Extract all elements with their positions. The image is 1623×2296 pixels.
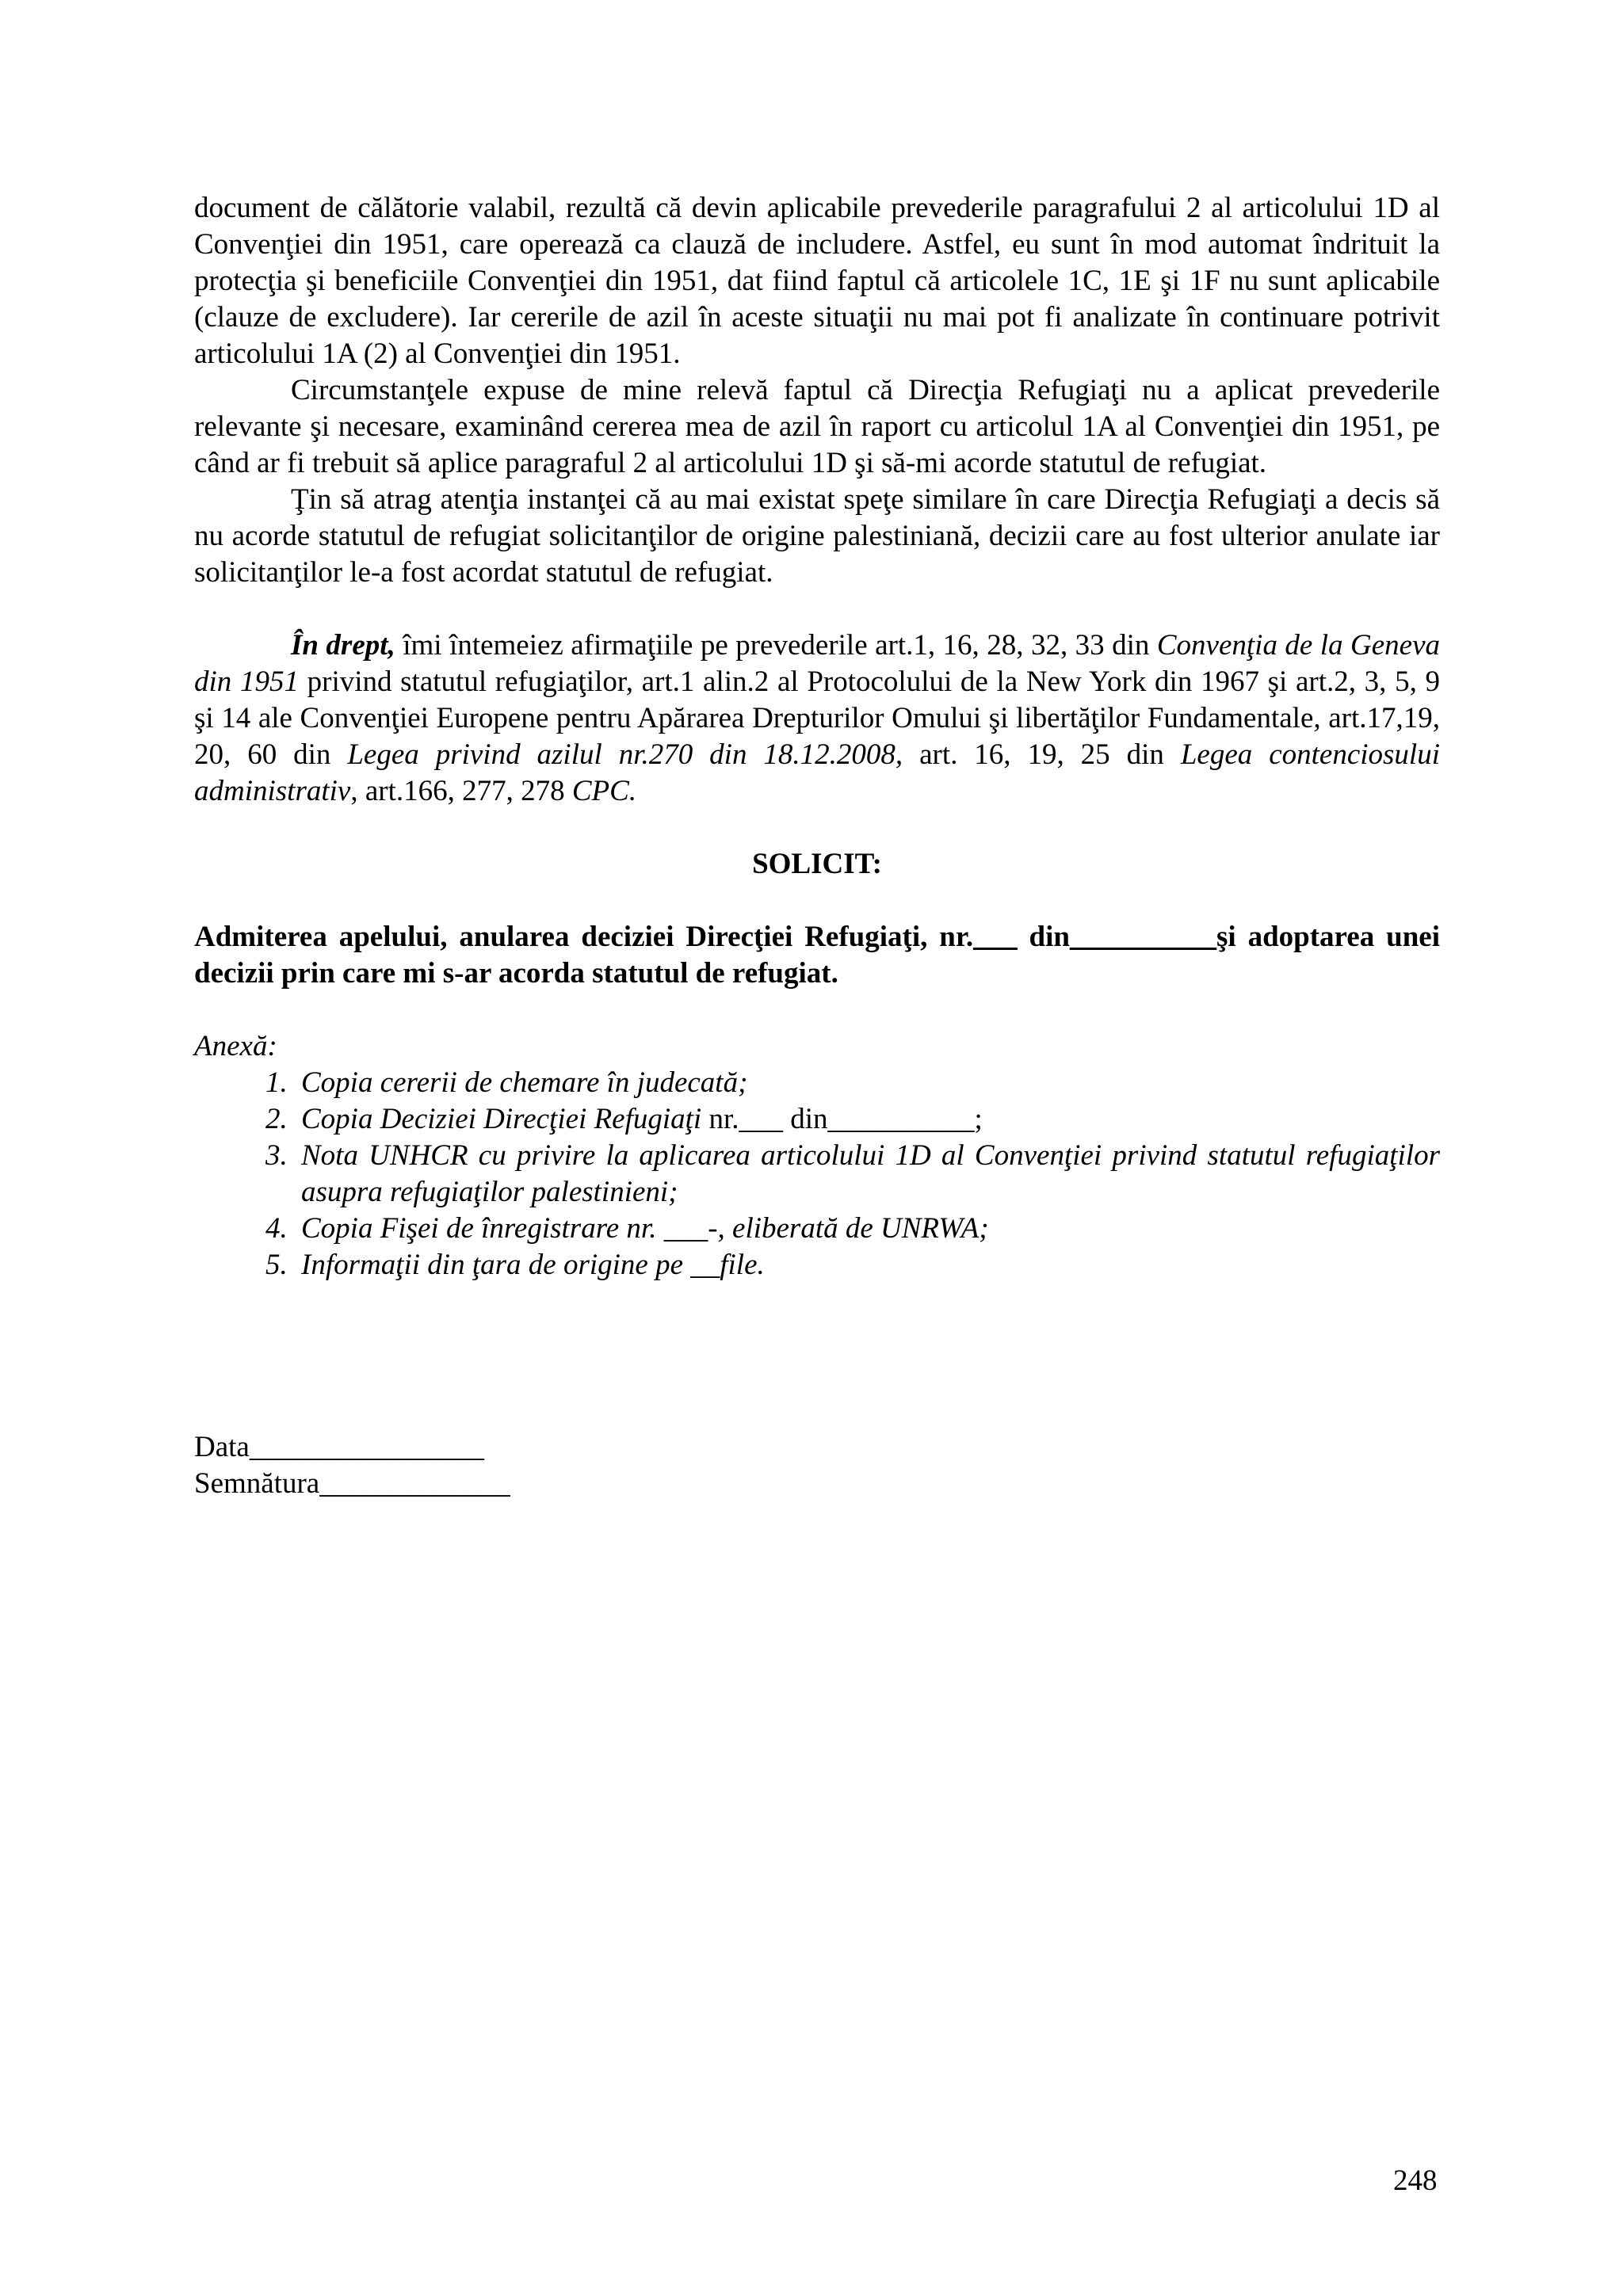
annex-list (194, 1065, 1440, 1283)
spacer (194, 1283, 1440, 1429)
blank-field: ___ (663, 1212, 708, 1245)
annex-item (295, 1211, 1440, 1247)
annex-item (295, 1138, 1440, 1211)
annex-item-text: Copia Fişei de înregistrare nr. (301, 1212, 664, 1245)
annex-heading: Anexă: (194, 1030, 277, 1062)
blank-field: __________ (1069, 921, 1216, 953)
blank-field: __ (690, 1249, 720, 1281)
annex-item-text: Nota UNHCR cu privire la aplicarea articolului 1D al Convenţiei privind statutul refugiaţilor asupra refugiaţilor palestinieni; (301, 1139, 1440, 1208)
legal-basis-citation: , (1313, 702, 1321, 734)
annex-item-text: Informaţii din ţara de origine pe (301, 1249, 691, 1281)
paragraph-circumstances: Circumstanţele expuse de mine relevă faptul că Direcţia Refugiaţi nu a aplicat prevederile relevante şi necesare, examinând cererea mea de azil în raport cu articolul 1A al Convenţiei din 1951, pe când ar fi trebuit să aplice paragraful 2 al articolului 1D şi să-mi acorde statutul de refugiat. (194, 374, 1440, 479)
annex-item-text: Copia Deciziei Direcţiei Refugiaţi (301, 1103, 702, 1135)
annex-item (295, 1247, 1440, 1283)
spacer (194, 810, 1440, 846)
spacer (194, 591, 1440, 627)
legal-basis-citation: Convenţia de la Geneva din 1951 (194, 629, 1441, 698)
annex-item-text: file. (720, 1249, 765, 1281)
solicit-request (194, 919, 1440, 992)
legal-basis-citation: Legea privind azilul nr.270 din 18.12.2008, (347, 738, 903, 771)
page-number: 248 (1393, 2164, 1438, 2197)
legal-basis-text: art.17,19, 20, 60 din (194, 702, 1440, 771)
spacer (194, 992, 1440, 1028)
paragraph-legal-basis (194, 627, 1440, 810)
legal-basis-text: , art.166, 277, 278 (350, 775, 572, 807)
blank-field: ___ (739, 1103, 783, 1135)
signature-label: Semnătura (194, 1467, 320, 1500)
signature-block (194, 1429, 1440, 1502)
signature-line (194, 1466, 1440, 1502)
legal-basis-text: privind statutul refugiaţilor, art.1 alin.2 al Protocolului de la New York din 1967 şi art.2, 3, 5, 9 şi 14 ale Convenţiei Europene pentru Apărarea Drepturilor Omului şi libertăţilor Fundamentale (194, 666, 1440, 734)
date-line (194, 1429, 1440, 1466)
blank-field: __________ (827, 1103, 975, 1135)
legal-basis-citation: Legea contenciosului administrativ (194, 738, 1440, 807)
legal-basis-citation: CPC. (571, 775, 637, 807)
date-blank: ________________ (249, 1431, 484, 1463)
annex-item (295, 1065, 1440, 1101)
document-body (194, 190, 1440, 1502)
annex-item-text: nr. (701, 1103, 739, 1135)
date-label: Data (194, 1431, 250, 1463)
annex-item (295, 1101, 1440, 1138)
solicit-text: şi adoptarea unei decizii prin care mi s-ar acorda statutul de refugiat. (194, 921, 1440, 990)
spacer (194, 883, 1440, 919)
legal-basis-lead: În drept, (291, 629, 395, 662)
annex-item-text: ; (974, 1103, 983, 1135)
annex-item-text: din (783, 1103, 828, 1135)
solicit-text: din (1017, 921, 1070, 953)
legal-basis-text: art. 16, 19, 25 din (903, 738, 1181, 771)
solicit-text: Admiterea apelului, anularea deciziei Direcţiei Refugiaţi, nr. (194, 921, 974, 953)
legal-basis-text: îmi întemeiez afirmaţiile pe prevederile art.1, 16, 28, 32, 33 din (395, 629, 1157, 662)
paragraph-similar-cases: Ţin să atrag atenţia instanţei că au mai existat speţe similare în care Direcţia Refugiaţi a decis să nu acorde statutul de refugiat solicitanţilor de origine palestiniană, decizii care au fost ulterior anulate iar solicitanţilor le-a fost acordat statutul de refugiat. (194, 483, 1440, 589)
solicit-heading: SOLICIT: (752, 848, 882, 880)
annex-item-text: Copia cererii de chemare în judecată; (301, 1066, 748, 1099)
blank-field: ___ (973, 921, 1018, 953)
signature-blank: _____________ (319, 1467, 510, 1500)
annex-item-text: -, eliberată de UNRWA; (708, 1212, 989, 1245)
paragraph-continuation: document de călătorie valabil, rezultă că devin aplicabile prevederile paragrafului 2 al articolului 1D al Convenţiei din 1951, care operează ca clauză de includere. Astfel, eu sunt în mod automat îndrituit la protecţia şi beneficiile Convenţiei din 1951, dat fiind faptul că articolele 1C, 1E şi 1F nu sunt aplicabile (clauze de excludere). Iar cererile de azil în aceste situaţii nu mai pot fi analizate în continuare potrivit articolului 1A (2) al Convenţiei din 1951. (194, 192, 1440, 370)
